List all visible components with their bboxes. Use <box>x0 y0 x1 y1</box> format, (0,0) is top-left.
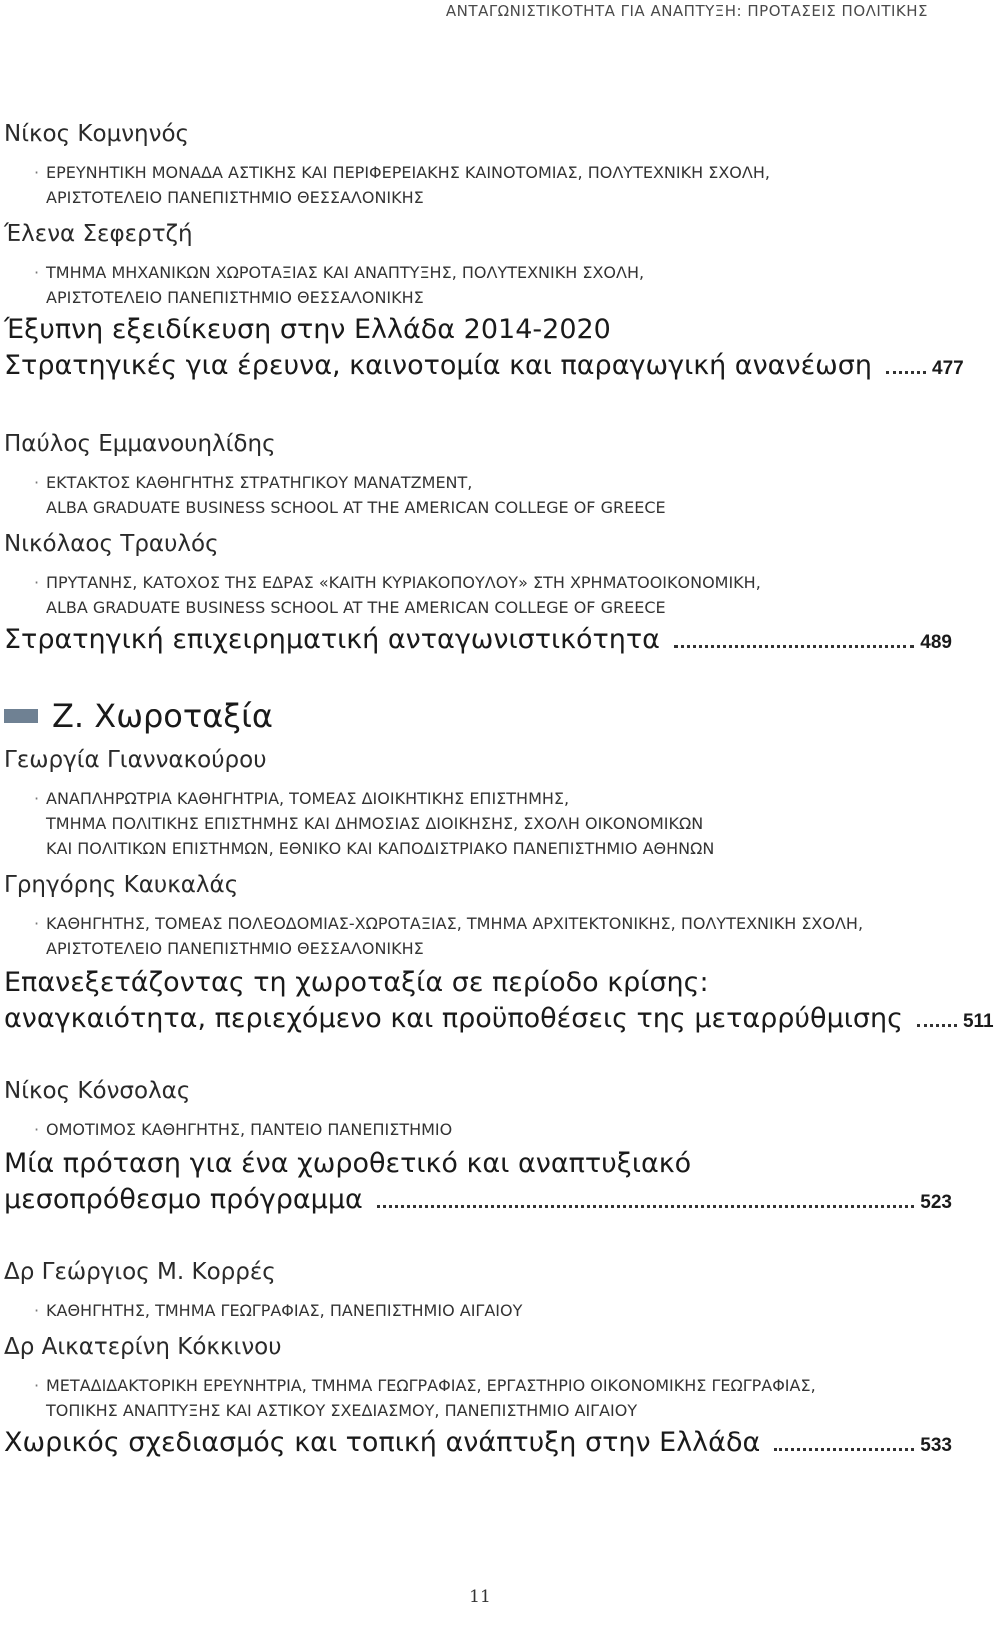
page-number: 533 <box>920 1435 952 1456</box>
affiliation-line: ΑΡΙΣΤΟΤΕΛΕΙΟ ΠΑΝΕΠΙΣΤΗΜΙΟ ΘΕΣΣΑΛΟΝΙΚΗΣ <box>46 188 424 207</box>
page-number: 511 <box>962 1011 994 1032</box>
bullet-icon: · <box>34 914 40 933</box>
author-affiliation <box>4 260 952 310</box>
dot-leader <box>674 645 914 648</box>
article-title: μεσοπρόθεσμο πρόγραμμα <box>4 1184 363 1215</box>
article-title[interactable]: Έξυπνη εξειδίκευση στην Ελλάδα 2014-2020 <box>4 314 611 345</box>
author-affiliation <box>4 470 952 520</box>
affiliation-line: ΚΑΘΗΓΗΤΗΣ, ΤΟΜΕΑΣ ΠΟΛΕΟΔΟΜΙΑΣ-ΧΩΡΟΤΑΞΙΑΣ, ΤΜΗΜΑ ΑΡΧΙΤΕΚΤΟΝΙΚΗΣ, ΠΟΛΥΤΕΧΝΙΚΗ ΣΧΟΛΗ, <box>46 914 864 933</box>
author-name: Νίκος Κομνηνός <box>4 121 190 147</box>
bullet-icon: · <box>34 1376 40 1395</box>
affiliation-line: ΚΑΘΗΓΗΤΗΣ, ΤΜΗΜΑ ΓΕΩΓΡΑΦΙΑΣ, ΠΑΝΕΠΙΣΤΗΜΙΟ ΑΙΓΑΙΟΥ <box>46 1301 523 1320</box>
bullet-icon: · <box>34 1120 40 1139</box>
section-title: Ζ. Χωροταξία <box>52 697 273 735</box>
dot-leader <box>774 1448 914 1451</box>
author-affiliation <box>4 911 952 961</box>
running-header: ΑΝΤΑΓΩΝΙΣΤΙΚΟΤΗΤΑ ΓΙΑ ΑΝΑΠΤΥΞΗ: ΠΡΟΤΑΣΕΙΣ ΠΟΛΙΤΙΚΗΣ <box>445 2 928 20</box>
dot-leader <box>886 371 926 374</box>
author-name: Γεωργία Γιαννακούρου <box>4 747 267 773</box>
author-affiliation <box>4 1298 952 1323</box>
article-title-row[interactable] <box>4 622 952 658</box>
affiliation-line: ΟΜΟΤΙΜΟΣ ΚΑΘΗΓΗΤΗΣ, ΠΑΝΤΕΙΟ ΠΑΝΕΠΙΣΤΗΜΙΟ <box>46 1120 453 1139</box>
author-name: Γρηγόρης Καυκαλάς <box>4 872 239 898</box>
article-title-row[interactable] <box>4 1182 952 1218</box>
toc-entry <box>4 744 994 1037</box>
toc-entry <box>4 428 952 658</box>
affiliation-line: ΤΜΗΜΑ ΠΟΛΙΤΙΚΗΣ ΕΠΙΣΤΗΜΗΣ ΚΑΙ ΔΗΜΟΣΙΑΣ ΔΙΟΙΚΗΣΗΣ, ΣΧΟΛΗ ΟΙΚΟΝΟΜΙΚΩΝ <box>46 814 704 833</box>
page-number: 523 <box>920 1192 952 1213</box>
article-title-row[interactable] <box>4 1001 994 1037</box>
author-affiliation <box>4 786 952 861</box>
toc-entry <box>4 1075 952 1218</box>
article-title-row[interactable] <box>4 1425 952 1461</box>
affiliation-line: ΕΡΕΥΝΗΤΙΚΗ ΜΟΝΑΔΑ ΑΣΤΙΚΗΣ ΚΑΙ ΠΕΡΙΦΕΡΕΙΑΚΗΣ ΚΑΙΝΟΤΟΜΙΑΣ, ΠΟΛΥΤΕΧΝΙΚΗ ΣΧΟΛΗ, <box>46 163 770 182</box>
bullet-icon: · <box>34 163 40 182</box>
affiliation-line: ΚΑΙ ΠΟΛΙΤΙΚΩΝ ΕΠΙΣΤΗΜΩΝ, ΕΘΝΙΚΟ ΚΑΙ ΚΑΠΟΔΙΣΤΡΙΑΚΟ ΠΑΝΕΠΙΣΤΗΜΙΟ ΑΘΗΝΩΝ <box>46 839 715 858</box>
affiliation-line: ΤΟΠΙΚΗΣ ΑΝΑΠΤΥΞΗΣ ΚΑΙ ΑΣΤΙΚΟΥ ΣΧΕΔΙΑΣΜΟΥ, ΠΑΝΕΠΙΣΤΗΜΙΟ ΑΙΓΑΙΟΥ <box>46 1401 638 1420</box>
dot-leader <box>917 1024 957 1027</box>
author-name: Παύλος Εμμανουηλίδης <box>4 431 276 457</box>
footer-page-number: 11 <box>469 1587 491 1607</box>
toc-entry <box>4 118 964 384</box>
bullet-icon: · <box>34 573 40 592</box>
table-of-contents <box>4 118 994 1461</box>
author-affiliation <box>4 570 952 620</box>
affiliation-line: ΤΜΗΜΑ ΜΗΧΑΝΙΚΩΝ ΧΩΡΟΤΑΞΙΑΣ ΚΑΙ ΑΝΑΠΤΥΞΗΣ, ΠΟΛΥΤΕΧΝΙΚΗ ΣΧΟΛΗ, <box>46 263 645 282</box>
affiliation-line: ΑΝΑΠΛΗΡΩΤΡΙΑ ΚΑΘΗΓΗΤΡΙΑ, ΤΟΜΕΑΣ ΔΙΟΙΚΗΤΙΚΗΣ ΕΠΙΣΤΗΜΗΣ, <box>46 789 570 808</box>
author-name: Νίκος Κόνσολας <box>4 1078 191 1104</box>
page-number: 477 <box>932 358 964 379</box>
author-affiliation <box>4 160 952 210</box>
affiliation-line: ΠΡΥΤΑΝΗΣ, ΚΑΤΟΧΟΣ ΤΗΣ ΕΔΡΑΣ «ΚΑΙΤΗ ΚΥΡΙΑΚΟΠΟΥΛΟΥ» ΣΤΗ ΧΡΗΜΑΤΟΟΙΚΟΝΟΜΙΚΗ, <box>46 573 761 592</box>
bullet-icon: · <box>34 263 40 282</box>
affiliation-line: ALBA GRADUATE BUSINESS SCHOOL AT THE AMERICAN COLLEGE OF GREECE <box>46 498 666 517</box>
article-title[interactable]: Επανεξετάζοντας τη χωροταξία σε περίοδο κρίσης: <box>4 967 709 998</box>
affiliation-line: ΑΡΙΣΤΟΤΕΛΕΙΟ ΠΑΝΕΠΙΣΤΗΜΙΟ ΘΕΣΣΑΛΟΝΙΚΗΣ <box>46 288 424 307</box>
bullet-icon: · <box>34 1301 40 1320</box>
page-number: 489 <box>920 632 952 653</box>
article-title: Στρατηγική επιχειρηματική ανταγωνιστικότητα <box>4 624 660 655</box>
article-title: Χωρικός σχεδιασμός και τοπική ανάπτυξη στην Ελλάδα <box>4 1427 761 1458</box>
affiliation-line: ΑΡΙΣΤΟΤΕΛΕΙΟ ΠΑΝΕΠΙΣΤΗΜΙΟ ΘΕΣΣΑΛΟΝΙΚΗΣ <box>46 939 424 958</box>
article-title: Στρατηγικές για έρευνα, καινοτομία και παραγωγική ανανέωση <box>4 350 872 381</box>
author-affiliation <box>4 1117 952 1142</box>
section-marker-icon <box>4 709 38 723</box>
section-heading <box>4 694 952 738</box>
author-name: Δρ Γεώργιος Μ. Κορρές <box>4 1259 276 1285</box>
author-name: Δρ Αικατερίνη Κόκκινου <box>4 1334 282 1360</box>
bullet-icon: · <box>34 473 40 492</box>
toc-entry <box>4 1256 952 1461</box>
author-name: Νικόλαος Τραυλός <box>4 531 219 557</box>
article-title-row[interactable] <box>4 348 964 384</box>
affiliation-line: ΕΚΤΑΚΤΟΣ ΚΑΘΗΓΗΤΗΣ ΣΤΡΑΤΗΓΙΚΟΥ ΜΑΝΑΤΖΜΕΝΤ, <box>46 473 473 492</box>
author-affiliation <box>4 1373 952 1423</box>
bullet-icon: · <box>34 789 40 808</box>
article-title[interactable]: Μία πρόταση για ένα χωροθετικό και αναπτυξιακό <box>4 1148 692 1179</box>
author-name: Έλενα Σεφερτζή <box>4 221 193 247</box>
article-title: αναγκαιότητα, περιεχόμενο και προϋποθέσεις της μεταρρύθμισης <box>4 1003 903 1034</box>
affiliation-line: ΜΕΤΑΔΙΔΑΚΤΟΡΙΚΗ ΕΡΕΥΝΗΤΡΙΑ, ΤΜΗΜΑ ΓΕΩΓΡΑΦΙΑΣ, ΕΡΓΑΣΤΗΡΙΟ ΟΙΚΟΝΟΜΙΚΗΣ ΓΕΩΓΡΑΦΙΑΣ, <box>46 1376 816 1395</box>
affiliation-line: ALBA GRADUATE BUSINESS SCHOOL AT THE AMERICAN COLLEGE OF GREECE <box>46 598 666 617</box>
dot-leader <box>377 1205 914 1208</box>
